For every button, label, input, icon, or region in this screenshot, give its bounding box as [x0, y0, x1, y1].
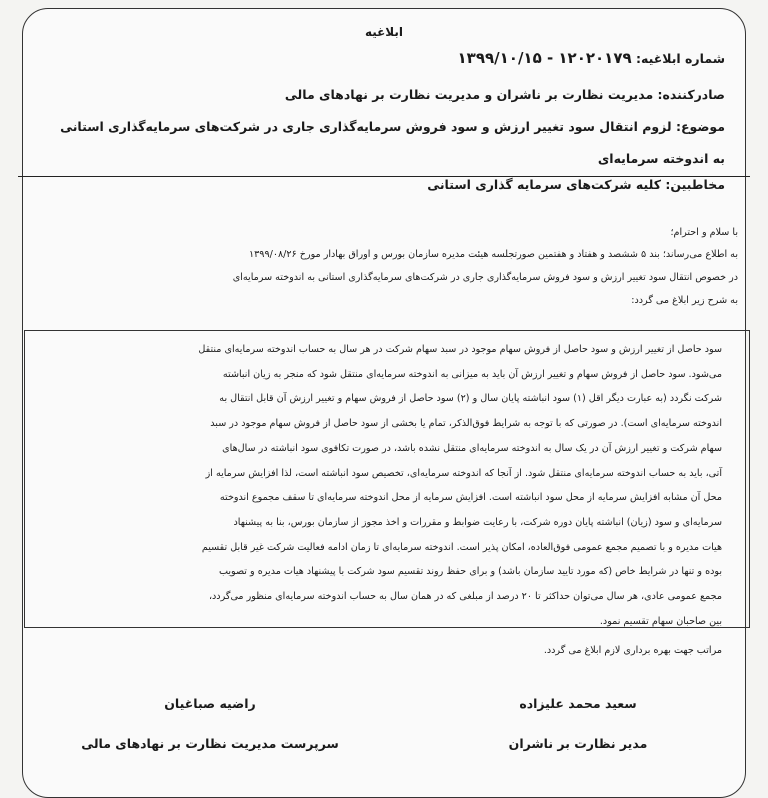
- signatory-1-name: سعید محمد علیزاده: [519, 696, 637, 711]
- body-line: سهام شرکت و تغییر ارزش آن در یک سال به اندوخته سرمایه‌ای منتقل نشده باشد، در صورت تکافوی سود انباشته در سال‌های: [222, 442, 722, 454]
- signatory-1-role: مدیر نظارت بر ناشران: [508, 736, 648, 751]
- body-line: هیات مدیره و با تصمیم مجمع عمومی فوق‌العاده، امکان پذیر است. اندوخته سرمایه‌ای تا زمان ادامه فعالیت شرکت غیر قابل تقسیم: [201, 541, 722, 553]
- body-line: سود حاصل از تغییر ارزش و سود حاصل از فروش سهام موجود در سبد سهام شرکت در هر سال به حساب اندوخته سرمایه‌ای منتقل: [198, 344, 722, 355]
- body-line: آتی، باید به حساب اندوخته سرمایه‌ای منتقل شود. از آنجا که اندوخته سرمایه‌ای، تخصیص سود انباشته است، لذا افزایش سرمایه از: [205, 467, 722, 479]
- notice-number-label: شماره ابلاغیه:: [636, 51, 725, 66]
- body-line: محل آن مشابه افزایش سرمایه از محل سود انباشته است. افزایش سرمایه از محل اندوخته سرمایه‌ای تا سقف مجموع اندوخته: [219, 492, 722, 504]
- notice-number-value: ۱۲۰۲۰۱۷۹ - ۱۳۹۹/۱۰/۱۵: [457, 49, 632, 67]
- header-divider: [18, 176, 750, 177]
- resolution-text: [46, 338, 722, 634]
- intro-line-3: به شرح زیر ابلاغ می گردد:: [631, 295, 738, 306]
- intro-line-2: در خصوص انتقال سود تغییر ارزش و سود فروش سرمایه‌گذاری جاری در شرکت‌های سرمایه‌گذاری استانی به اندوخته سرمایه‌ای: [232, 272, 738, 283]
- document-title: ابلاغیه: [364, 25, 404, 39]
- salutation: با سلام و احترام؛: [670, 227, 738, 238]
- body-line: مجمع عمومی عادی، هر سال می‌توان حداکثر تا ۲۰ درصد از مبلغی که در همان سال به حساب اندوخته سرمایه‌ای منظور می‌گردد،: [208, 591, 722, 603]
- signatory-2-name: راضیه صباغیان: [164, 696, 256, 711]
- closing-note: مراتب جهت بهره برداری لازم ابلاغ می گردد.: [543, 645, 722, 656]
- notice-number: [458, 49, 725, 67]
- body-line: شرکت نگردد (به عبارت دیگر اقل (۱) سود انباشته پایان سال و (۲) سود حاصل از فروش سهام و تغییر ارزش آن قابل انتقال به: [219, 393, 722, 405]
- issuer-line: صادرکننده: مدیریت نظارت بر ناشران و مدیریت نظارت بر نهادهای مالی: [284, 87, 725, 102]
- body-line: بوده و تنها در شرایط خاص (که مورد تایید سازمان باشد) و برای حفظ روند تقسیم سود شرکت با پیشنهاد هیات مدیره و تصویب: [218, 566, 722, 578]
- intro-line-1: به اطلاع می‌رساند؛ بند ۵ ششصد و هفتاد و هفتمین صورتجلسه هیئت مدیره سازمان بورس و اوراق بهادار مورخ ۱۳۹۹/۰۸/۲۶: [249, 249, 738, 260]
- body-line: سرمایه‌ای و سود (زیان) انباشته پایان دوره شرکت، با رعایت ضوابط و مقررات و اخذ مجوز از سازمان بورس، بنا به پیشنهاد: [233, 516, 722, 528]
- audience-line: مخاطبین: کلیه شرکت‌های سرمایه گذاری استانی: [427, 177, 725, 192]
- signatory-2-role: سرپرست مدیریت نظارت بر نهادهای مالی: [81, 736, 339, 751]
- body-line: بین صاحبان سهام تقسیم نمود.: [599, 615, 722, 627]
- body-line: می‌شود. سود حاصل از فروش سهام و تغییر ارزش آن باید به میزانی به اندوخته سرمایه‌ای منتقل شود که منجر به زیان انباشته: [222, 368, 722, 380]
- subject-line: موضوع: لزوم انتقال سود تغییر ارزش و سود فروش سرمایه‌گذاری جاری در شرکت‌های سرمایه‌گذاری استانی به اندوخته سرمایه‌ای: [60, 119, 725, 166]
- body-line: اندوخته سرمایه‌ای است). در صورتی که با توجه به شرایط فوق‌الذکر، تمام یا بخشی از سود حاصل از فروش سهام موجود در سبد: [210, 418, 722, 430]
